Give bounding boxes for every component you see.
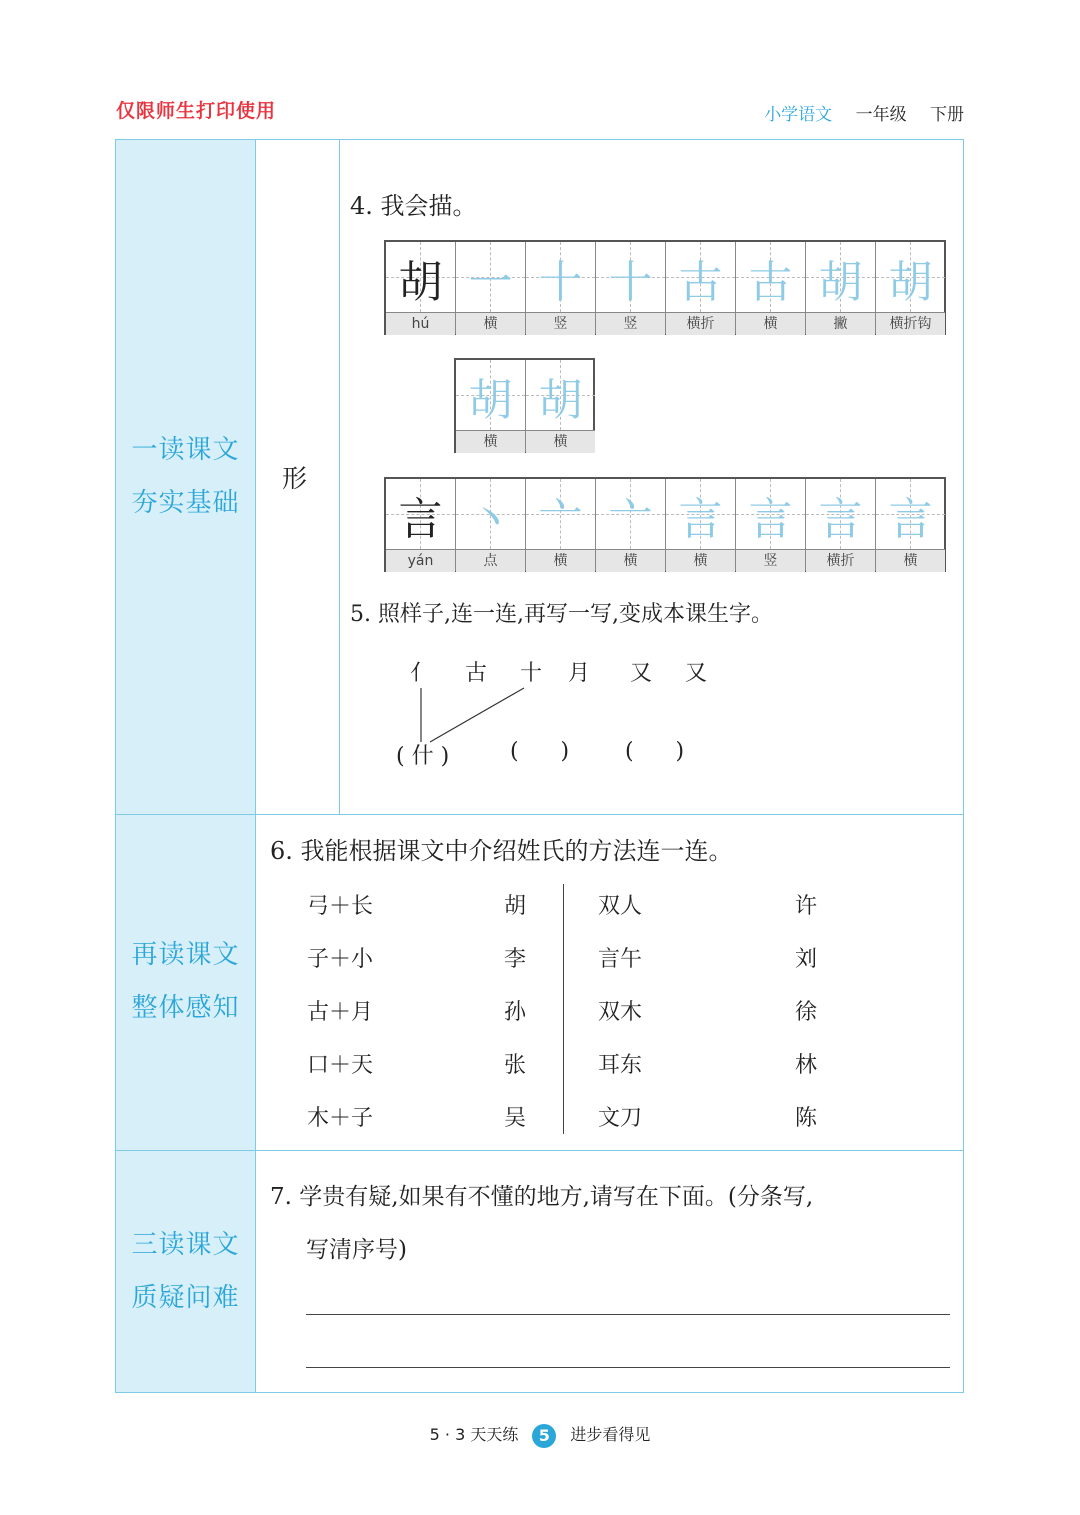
stroke-cell — [456, 360, 526, 452]
section-1-line2: 夯实基础 — [131, 488, 240, 518]
trace-character[interactable]: 胡 — [818, 257, 863, 308]
stroke-name: 竖 — [596, 312, 665, 335]
trace-character[interactable]: 古 — [678, 257, 723, 308]
stroke-cell — [456, 242, 526, 334]
section-2-line1: 再读课文 — [131, 940, 240, 970]
stroke-name: 横折 — [666, 312, 735, 335]
stroke-name: 横 — [876, 549, 945, 572]
q6-right-name[interactable]: 许 — [795, 894, 818, 919]
stroke-name: 竖 — [526, 312, 595, 335]
q6-right-part[interactable]: 耳东 — [598, 1053, 643, 1078]
q6-left-name[interactable]: 胡 — [504, 894, 527, 919]
stroke-cell — [456, 479, 526, 571]
q6-right-part[interactable]: 言午 — [598, 947, 643, 972]
trace-character[interactable]: 亠 — [538, 494, 583, 545]
section-divider-1 — [115, 814, 964, 815]
stroke-cell — [526, 360, 596, 452]
q6-left-name[interactable]: 孙 — [504, 1000, 527, 1025]
q6-right-name[interactable]: 陈 — [795, 1106, 818, 1131]
sub-column-divider — [339, 140, 340, 814]
stroke-name: 横 — [456, 312, 525, 335]
q5-part-you-1: 又 — [630, 661, 653, 686]
stroke-cell — [876, 479, 946, 571]
q6-left-part[interactable]: 木＋子 — [307, 1106, 374, 1131]
q6-right-part[interactable]: 文刀 — [598, 1106, 643, 1131]
section-3-line1: 三读课文 — [131, 1230, 240, 1260]
stroke-cell — [806, 242, 876, 334]
stroke-name: 横折钩 — [876, 312, 945, 335]
q6-right-part[interactable]: 双木 — [598, 1000, 643, 1025]
pinyin-label: yán — [386, 549, 455, 572]
page-number: 5 — [532, 1424, 556, 1448]
q6-left-part[interactable]: 口＋天 — [307, 1053, 374, 1078]
grade-label: 一年级 — [855, 105, 907, 125]
pinyin-label: hú — [386, 312, 455, 335]
trace-character[interactable]: 言 — [748, 494, 793, 545]
q5-blank-3[interactable]: ( ) — [625, 739, 685, 764]
stroke-name: 横 — [526, 430, 595, 453]
trace-character[interactable]: 胡 — [888, 257, 933, 308]
stroke-cell — [596, 479, 666, 571]
stroke-name: 竖 — [736, 549, 805, 572]
trace-character[interactable]: 言 — [888, 494, 933, 545]
sub-label-shape: 形 — [282, 464, 308, 493]
q5-part-gu: 古 — [465, 661, 488, 686]
model-character: 言 — [398, 494, 443, 545]
trace-character[interactable]: 胡 — [468, 375, 513, 426]
stroke-cell — [736, 479, 806, 571]
stroke-cell — [596, 242, 666, 334]
stroke-name: 横 — [526, 549, 595, 572]
stroke-name: 点 — [456, 549, 525, 572]
section-1-line1: 一读课文 — [131, 435, 240, 465]
model-character: 胡 — [398, 257, 443, 308]
subject-label: 小学语文 — [764, 105, 833, 125]
section-3-title — [116, 1219, 255, 1325]
q5-part-ren: 亻 — [410, 661, 433, 686]
q6-right-name[interactable]: 徐 — [795, 1000, 818, 1025]
q5-example-answer: 什 — [411, 744, 434, 769]
q5-part-shi: 十 — [520, 661, 543, 686]
trace-character[interactable]: 古 — [748, 257, 793, 308]
question-7-line2: 写清序号) — [306, 1237, 407, 1263]
stroke-name: 横折 — [806, 549, 875, 572]
stroke-name: 横 — [736, 312, 805, 335]
footer-brand: 5 · 3 天天练 — [429, 1425, 519, 1444]
section-3-line2: 质疑问难 — [131, 1283, 240, 1313]
section-2-line2: 整体感知 — [131, 993, 240, 1023]
section-1-title — [116, 424, 255, 530]
volume-label: 下册 — [930, 105, 964, 125]
q6-left-part[interactable]: 古＋月 — [307, 1000, 374, 1025]
answer-line-1[interactable] — [306, 1314, 950, 1315]
answer-line-2[interactable] — [306, 1367, 950, 1368]
stroke-grid-yan — [384, 477, 946, 572]
stroke-cell — [666, 242, 736, 334]
stroke-cell — [666, 479, 736, 571]
trace-character[interactable]: 胡 — [538, 375, 583, 426]
stroke-grid-hu-continued — [454, 358, 595, 453]
print-notice: 仅限师生打印使用 — [116, 100, 277, 122]
q5-part-yue: 月 — [568, 661, 591, 686]
page-footer — [0, 1422, 1080, 1448]
trace-character[interactable]: 十 — [608, 257, 653, 308]
stroke-cell — [806, 479, 876, 571]
stroke-grid-hu — [384, 240, 946, 335]
trace-character[interactable]: 言 — [818, 494, 863, 545]
trace-character[interactable]: 一 — [468, 257, 513, 308]
trace-character[interactable]: 言 — [678, 494, 723, 545]
stroke-cell — [526, 479, 596, 571]
stroke-cell — [526, 242, 596, 334]
question-7-line1: 7. 学贵有疑,如果有不懂的地方,请写在下面。(分条写, — [270, 1184, 814, 1210]
q6-left-part[interactable]: 子＋小 — [307, 947, 374, 972]
stroke-name: 撇 — [806, 312, 875, 335]
q6-left-part[interactable]: 弓＋长 — [307, 894, 374, 919]
footer-slogan: 进步看得见 — [570, 1425, 651, 1444]
q5-blank-1[interactable]: ( 什 ) — [396, 744, 450, 769]
question-4-title: 4. 我会描。 — [350, 192, 477, 220]
character-cell — [386, 479, 456, 571]
question-6-title: 6. 我能根据课文中介绍姓氏的方法连一连。 — [270, 837, 733, 865]
trace-character[interactable]: 丶 — [468, 494, 513, 545]
stroke-name: 横 — [456, 430, 525, 453]
trace-character[interactable]: 十 — [538, 257, 583, 308]
section-divider-2 — [115, 1150, 964, 1151]
q6-left-name[interactable]: 张 — [504, 1053, 527, 1078]
stroke-cell — [736, 242, 806, 334]
stroke-name: 横 — [596, 549, 665, 572]
book-info — [764, 100, 964, 125]
character-cell — [386, 242, 456, 334]
q5-blank-2[interactable]: ( ) — [510, 739, 570, 764]
q6-right-part[interactable]: 双人 — [598, 894, 643, 919]
q6-right-name[interactable]: 刘 — [795, 947, 818, 972]
q6-left-name[interactable]: 李 — [504, 947, 527, 972]
stroke-cell — [876, 242, 946, 334]
stroke-name: 横 — [666, 549, 735, 572]
q5-part-you-2: 又 — [685, 661, 708, 686]
trace-character[interactable]: 亠 — [608, 494, 653, 545]
q6-divider — [563, 884, 564, 1134]
question-5-title: 5. 照样子,连一连,再写一写,变成本课生字。 — [350, 602, 773, 627]
section-2-title — [116, 929, 255, 1035]
q6-right-name[interactable]: 林 — [795, 1053, 818, 1078]
q6-left-name[interactable]: 吴 — [504, 1106, 527, 1131]
